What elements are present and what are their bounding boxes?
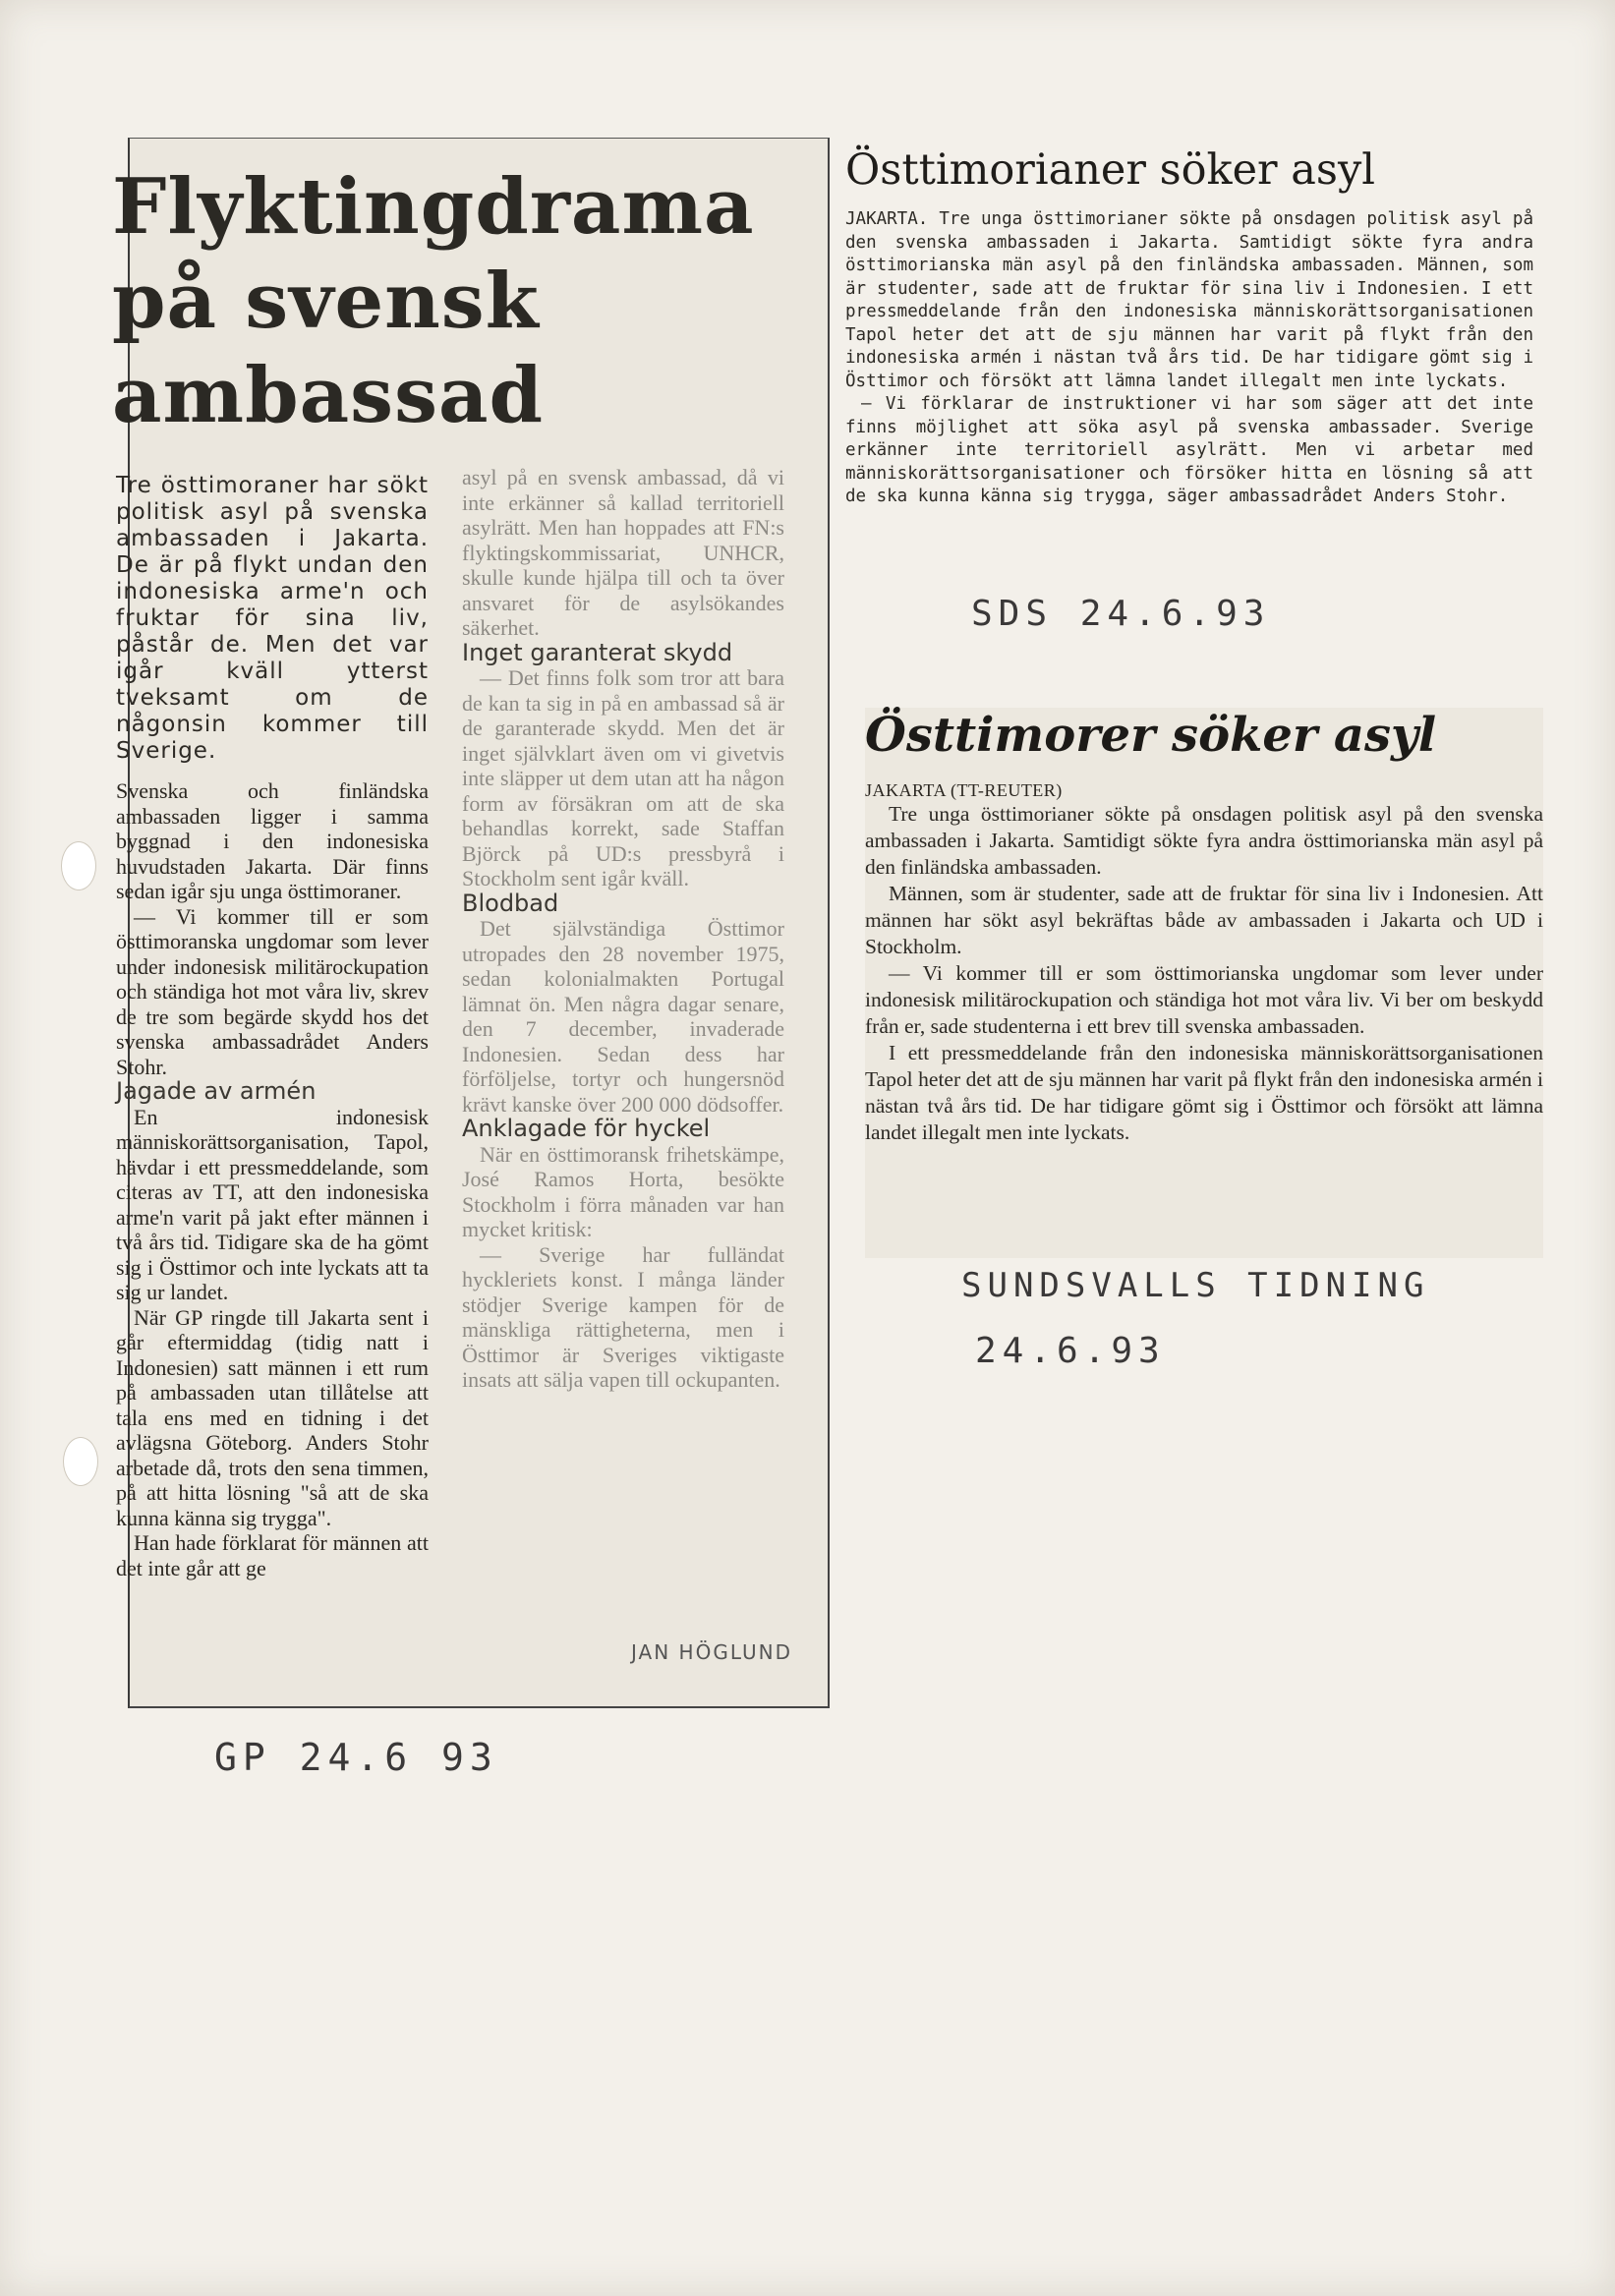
gp-paragraph: När en östtimoransk frihetskämpe, José Ramos Horta, besökte Stockholm i förra månaden var han mycket kritisk:	[462, 1141, 784, 1241]
sds-paragraph: — Vi förklarar de instruktioner vi har som säger att det inte finns möjlighet att söka asyl på svenska ambassader. Sverige erkänner inte territoriell asylrätt. Men vi arbetar med människorättsorganisationer och försöker hitta en lösning så att de ska kunna känna sig trygga, säger ambassadrådet Anders Stohr.	[845, 394, 1533, 506]
gp-paragraph: — Det finns folk som tror att bara de kan ta sig in på en ambassad så är de garanterade skydd. Men det är inget självklart även om vi givetvis inte släpper ut dem utan att ha någon form av försäkran om att de ska behandlas korrekt, sade Staffan Björck på UD:s pressbyrå i Stockholm sent igår kväll.	[462, 665, 784, 890]
gp-headline-line-2: på svensk	[112, 257, 540, 346]
gp-paragraph: När GP ringde till Jakarta sent i går eftermiddag (tidig natt i Indonesien) satt männen i ett rum på ambassaden utan tillåtelse att tala ens med en tidning i det avlägsna Göteborg. Anders Stohr arbetade då, trots den sena timmen, på att hitta lösning "så att de ska kunna känna sig trygga".	[116, 1304, 429, 1530]
st-handwritten-note-date: 24.6.93	[975, 1331, 1166, 1371]
gp-headline	[112, 160, 800, 443]
st-dateline: JAKARTA (TT-REUTER)	[865, 780, 1063, 800]
st-paragraph: — Vi kommer till er som östtimorianska ungdomar som lever under indonesisk militärockupation och ständiga hot mot våra liv. Vi ber om beskydd från er, sade studenterna i ett brev till svenska ambassaden.	[865, 961, 1543, 1038]
gp-paragraph: — Vi kommer till er som östtimoranska ungdomar som lever under indonesisk militärockupation och ständiga hot mot våra liv, skrev de tre som begärde skydd hos det svenska ambassadrådet Anders Stohr.	[116, 903, 429, 1079]
sds-headline: Östtimorianer söker asyl	[845, 145, 1376, 195]
gp-subhead-inget-garanterat: Inget garanterat skydd	[462, 638, 733, 666]
punch-hole-bottom	[63, 1437, 98, 1486]
gp-paragraph: Det självständiga Östtimor utropades den 28 november 1975, sedan kolonialmakten Portugal lämnat ön. Men några dagar senare, den 7 december, invaderade Indonesien. Sedan dess har förföljelse, tortyr och hungersnöd krävt kanske över 200 000 dödsoffer.	[462, 916, 784, 1117]
sds-clipping	[845, 145, 1533, 568]
gp-subhead-blodbad: Blodbad	[462, 889, 559, 917]
gp-headline-line-3: ambassad	[112, 351, 545, 440]
gp-subhead-anklagade: Anklagade för hyckel	[462, 1115, 711, 1142]
st-paragraph: Männen, som är studenter, sade att de fruktar för sina liv i Indonesien. Att männen har sökt asyl bekräftas både av ambassaden i Jakarta och UD i Stockholm.	[865, 882, 1543, 958]
gp-headline-line-1: Flyktingdrama	[112, 162, 755, 252]
st-paragraph: I ett pressmeddelande från den indonesiska människorättsorganisationen Tapol heter det att de sju männen har varit på flykt från den indonesiska armén i nästan två års tid. De har tidigare gömt sig i Östtimor och försökt att lämna landet illegalt men inte lyckats.	[865, 1041, 1543, 1144]
st-paragraph: Tre unga östtimorianer sökte på onsdagen politisk asyl på den svenska ambassaden i Jakarta. Samtidigt sökte fyra andra östtimorianska män asyl på den finländska ambassaden.	[865, 802, 1543, 879]
gp-subhead-jagade: Jagade av armén	[116, 1077, 317, 1105]
gp-column-1	[116, 473, 429, 1580]
gp-clipping	[112, 138, 830, 1708]
sds-body	[845, 208, 1533, 509]
sds-handwritten-note: SDS 24.6.93	[971, 594, 1271, 634]
st-clipping	[865, 708, 1543, 1258]
st-body	[865, 801, 1543, 1146]
gp-column-2	[462, 465, 784, 1393]
gp-byline: JAN HÖGLUND	[631, 1640, 792, 1664]
st-handwritten-note-paper: SUNDSVALLS TIDNING	[961, 1266, 1430, 1305]
gp-ingress: Tre östtimoraner har sökt politisk asyl på svenska ambassaden i Jakarta. De är på flykt undan den indonesiska arme'n och fruktar för sina liv, påstår de. Men det var igår kväll ytterst tveksamt om de någonsin kommer till Sverige.	[116, 473, 429, 764]
st-headline: Östtimorer söker asyl	[865, 708, 1437, 763]
gp-paragraph: — Sverige har fulländat hyckleriets konst. I många länder stödjer Sverige kampen för de mänskliga rättigheterna, men i Östtimor är Sveriges viktigaste insats att sälja vapen till ockupanten.	[462, 1241, 784, 1392]
gp-paragraph: asyl på en svensk ambassad, då vi inte erkänner så kallad territoriell asylrätt. Men han hoppades att FN:s flyktingskommissariat, UNHCR, skulle kunde hjälpa till och ta över ansvaret för de asylsökandes säkerhet.	[462, 465, 784, 640]
gp-paragraph: En indonesisk människorättsorganisation, Tapol, hävdar i ett pressmeddelande, som citeras av TT, att den indonesiska arme'n varit på jakt efter männen i två års tid. Tidigare ska de ha gömt sig i Östtimor och inte lyckats att ta sig ur landet.	[116, 1104, 429, 1304]
gp-paragraph: Svenska och finländska ambassaden ligger i samma byggnad i den indonesiska huvudstaden Jakarta. Där finns sedan igår sju unga östtimoraner.	[116, 778, 429, 903]
gp-paragraph: Han hade förklarat för männen att det inte går att ge	[116, 1530, 429, 1580]
sds-paragraph: JAKARTA. Tre unga östtimorianer sökte på onsdagen politisk asyl på den svenska ambassaden i Jakarta. Samtidigt sökte fyra andra östtimorianska män asyl på den finländska ambassaden. Männen, som är studenter, sade att de fruktar för sina liv i Indonesien. I ett pressmeddelande från den indonesiska människorättsorganisationen Tapol heter det att de sju männen har varit på flykt från den indonesiska armén i nästan två års tid. De har tidigare gömt sig i Östtimor och försökt att lämna landet illegalt men inte lyckats.	[845, 209, 1533, 391]
gp-handwritten-note: GP 24.6 93	[214, 1736, 498, 1779]
punch-hole-top	[61, 841, 96, 890]
